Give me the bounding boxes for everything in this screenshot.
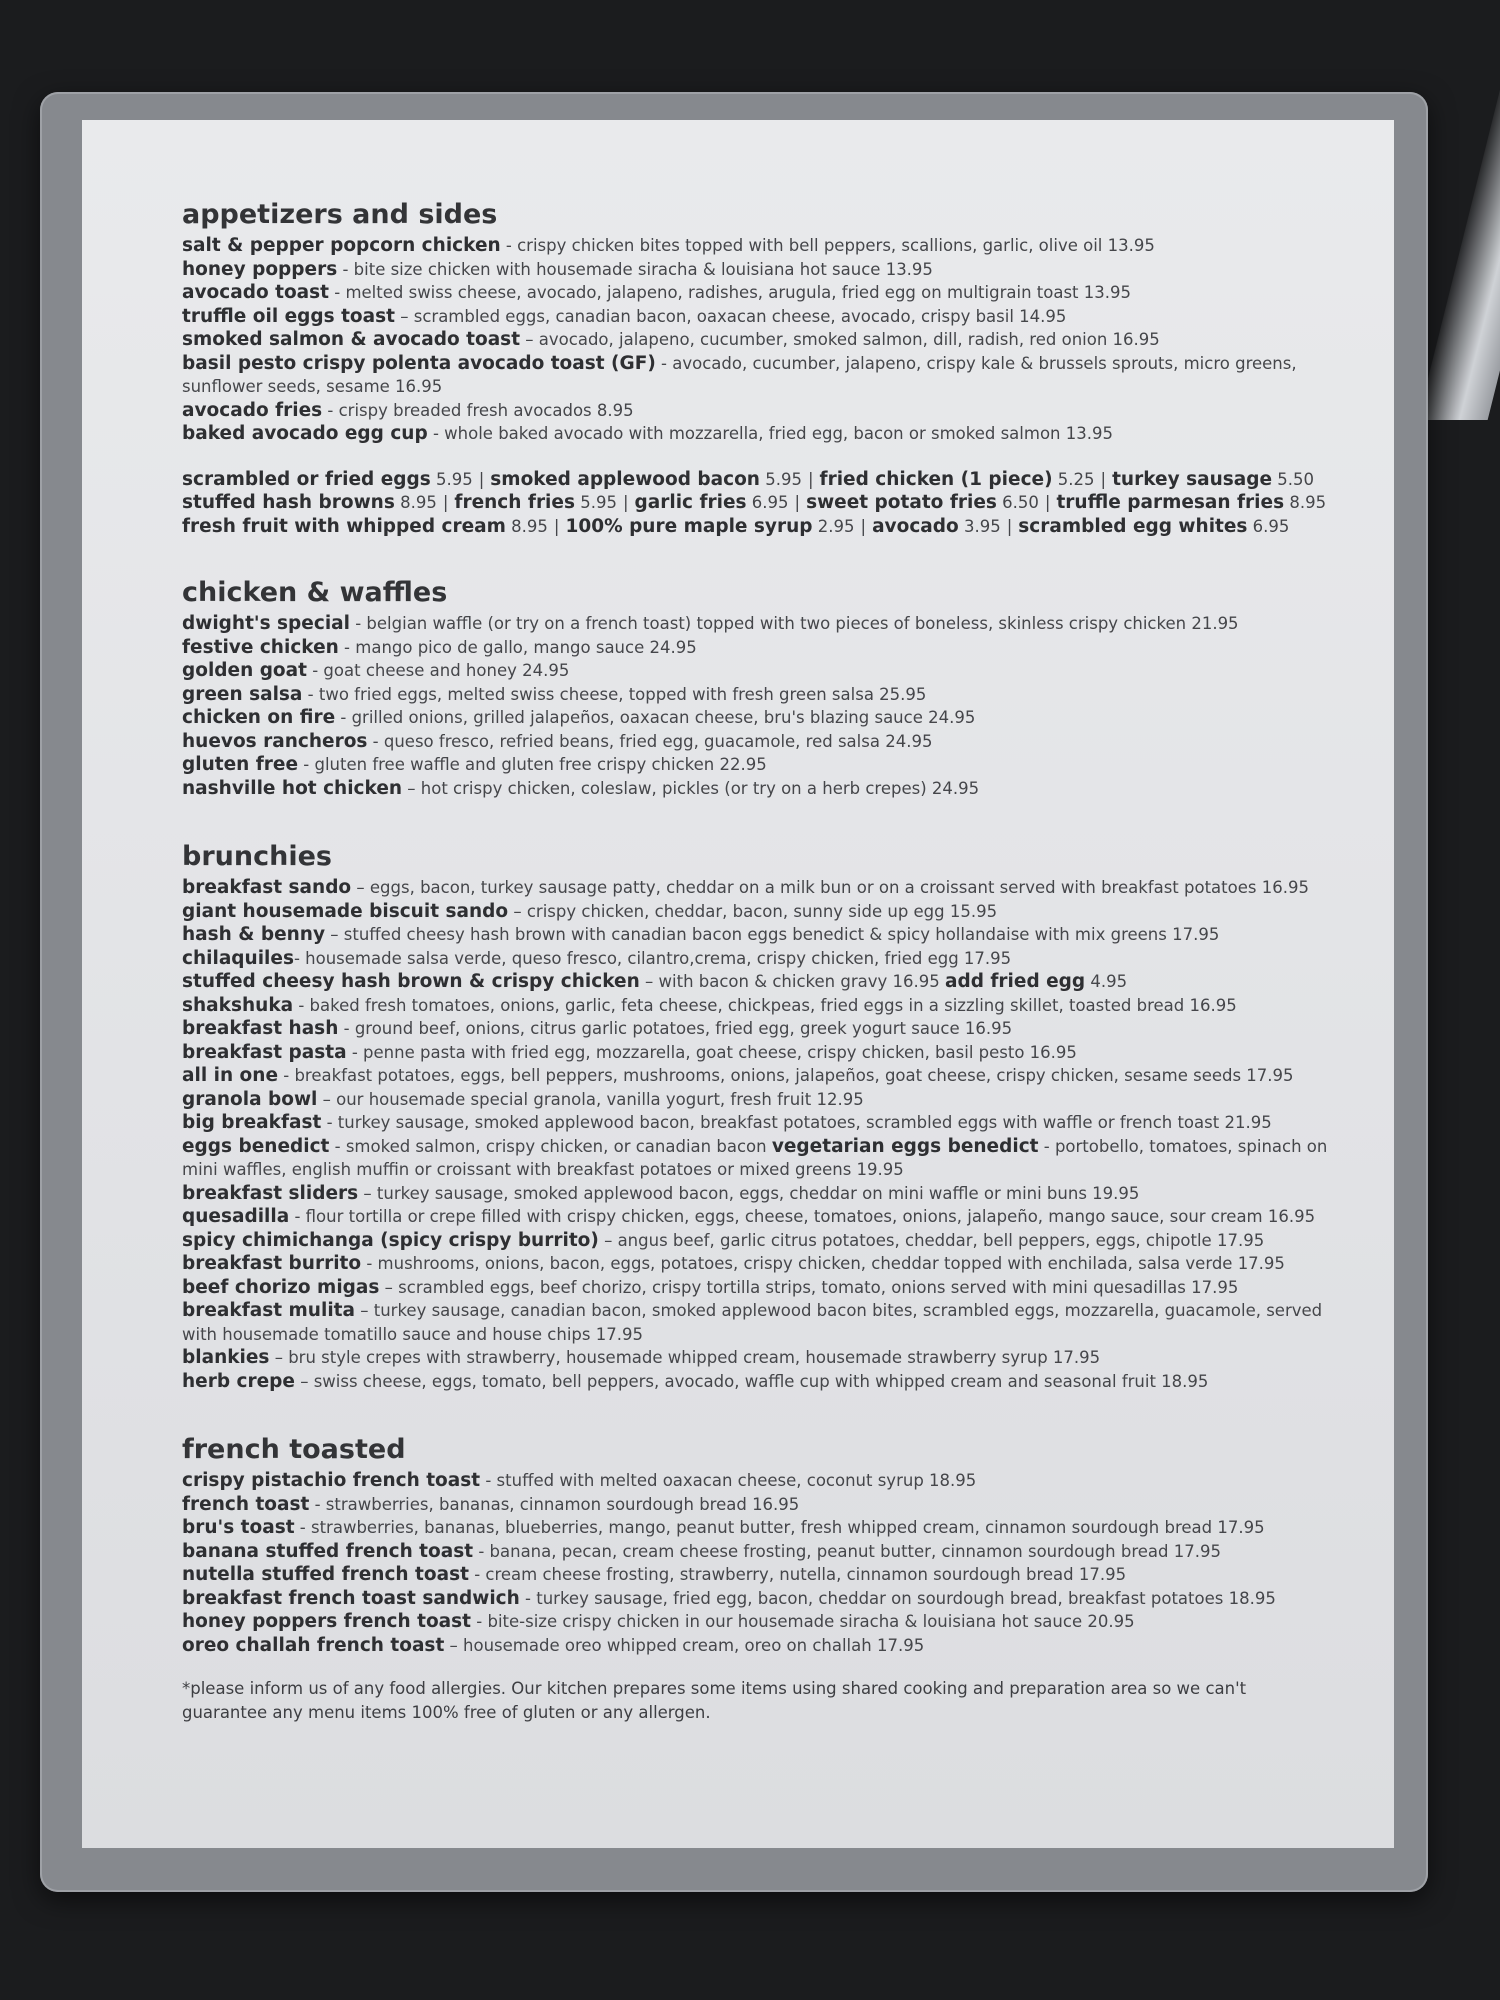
item-desc: – bru style crepes with strawberry, housemade whipped cream, housemade strawberry syrup 17.95 <box>269 1348 1101 1367</box>
item-desc: – with bacon & chicken gravy 16.95 <box>639 972 945 991</box>
item-name: crispy pistachio french toast <box>182 1470 481 1491</box>
side-name: avocado <box>872 515 959 537</box>
item-name: chicken on fire <box>182 707 336 728</box>
item-name: big breakfast <box>182 1112 322 1133</box>
menu-item <box>182 730 1332 754</box>
item-name: festive chicken <box>182 636 339 658</box>
menu-item <box>182 1587 1332 1611</box>
side-price: 5.25 <box>1052 469 1095 489</box>
item-name: breakfast sliders <box>182 1182 359 1204</box>
menu-item <box>182 352 1332 399</box>
item-name: bru's toast <box>182 1517 295 1538</box>
item-name: avocado fries <box>182 399 323 421</box>
menu-item <box>182 1516 1332 1540</box>
section-title: brunchies <box>182 841 332 872</box>
item-desc: – stuffed cheesy hash brown with canadian bacon eggs benedict & spicy hollandaise with mix greens 17.95 <box>325 925 1220 944</box>
chicken-waffles-section <box>182 578 1332 800</box>
side-name: truffle parmesan fries <box>1056 492 1285 513</box>
side-price: 5.95 <box>574 493 617 512</box>
item-desc: – eggs, bacon, turkey sausage patty, cheddar on a milk bun or on a croissant served with breakfast potatoes 16.95 <box>351 878 1309 897</box>
item-desc: - bite size chicken with housemade siracha & louisiana hot sauce 13.95 <box>337 259 933 279</box>
item-desc-extra: - portobello, tomatoes, spinach on mini waffles, english muffin or croissant with breakfast potatoes or mixed greens 19.95 <box>182 1136 1328 1179</box>
item-list <box>182 612 1332 800</box>
item-desc: – crispy chicken, cheddar, bacon, sunny side up egg 15.95 <box>508 901 998 921</box>
menu-item <box>182 1041 1332 1065</box>
item-desc: – turkey sausage, canadian bacon, smoked applewood bacon bites, scrambled eggs, mozzarella, guacamole, served with housemade tomatillo sauce and house chips 17.95 <box>182 1301 1323 1344</box>
menu-item <box>182 659 1332 683</box>
item-name: breakfast sando <box>182 877 352 898</box>
item-name: banana stuffed french toast <box>182 1540 474 1562</box>
side-name: 100% pure maple syrup <box>565 515 813 537</box>
separator: | <box>807 469 814 489</box>
item-name: quesadilla <box>182 1206 290 1227</box>
item-name: oreo challah french toast <box>182 1634 445 1656</box>
menu-item <box>182 234 1332 258</box>
item-desc: - melted swiss cheese, avocado, jalapeno, radishes, arugula, fried egg on multigrain toast 13.95 <box>329 283 1131 302</box>
item-name: green salsa <box>182 683 303 705</box>
menu-item <box>182 876 1332 900</box>
item-desc: – housemade oreo whipped cream, oreo on challah 17.95 <box>444 1635 925 1655</box>
menu-item <box>182 706 1332 730</box>
side-name: sweet potato fries <box>806 492 997 513</box>
item-desc: - crispy chicken bites topped with bell peppers, scallions, garlic, olive oil 13.95 <box>500 236 1155 255</box>
item-name: blankies <box>182 1347 270 1368</box>
item-name: french toast <box>182 1493 310 1515</box>
side-name: fried chicken (1 piece) <box>819 468 1053 490</box>
item-name: breakfast pasta <box>182 1041 347 1063</box>
item-name: chilaquiles <box>182 947 294 969</box>
separator: | <box>553 516 560 536</box>
menu-item <box>182 1634 1332 1658</box>
item-name: breakfast french toast sandwich <box>182 1587 520 1609</box>
item-desc: - flour tortilla or crepe filled with crispy chicken, eggs, cheese, tomatoes, onions, jalapeño, mango sauce, sour cream 16.95 <box>289 1207 1316 1226</box>
menu-item <box>182 1346 1332 1370</box>
side-name: scrambled egg whites <box>1018 515 1248 537</box>
item-desc: – avocado, jalapeno, cucumber, smoked salmon, dill, radish, red onion 16.95 <box>520 330 1160 349</box>
item-desc: - queso fresco, refried beans, fried egg, guacamole, red salsa 24.95 <box>367 731 933 751</box>
menu-item <box>182 1111 1332 1135</box>
menu-item <box>182 612 1332 636</box>
item-desc: - goat cheese and honey 24.95 <box>306 661 570 680</box>
menu-item <box>182 900 1332 924</box>
menu-item <box>182 1370 1332 1394</box>
item-desc: - turkey sausage, fried egg, bacon, cheddar on sourdough bread, breakfast potatoes 18.95 <box>519 1588 1276 1608</box>
table-edge <box>1418 0 1500 420</box>
item-name: breakfast burrito <box>182 1253 362 1274</box>
item-name-extra: vegetarian eggs benedict <box>771 1135 1039 1157</box>
item-name: giant housemade biscuit sando <box>182 900 509 922</box>
item-name: stuffed cheesy hash brown & crispy chicken <box>182 971 640 992</box>
menu-item <box>182 1540 1332 1564</box>
side-price: 6.95 <box>746 493 789 512</box>
item-name: gluten free <box>182 754 299 775</box>
menu-page <box>82 120 1394 1848</box>
appetizers-section <box>182 200 1332 446</box>
item-name: baked avocado egg cup <box>182 423 428 444</box>
item-desc: - strawberries, bananas, cinnamon sourdough bread 16.95 <box>309 1494 800 1514</box>
menu-item <box>182 994 1332 1018</box>
separator: | <box>622 493 629 512</box>
sides-row <box>182 491 1332 515</box>
item-name: breakfast hash <box>182 1018 339 1039</box>
side-price: 5.50 <box>1272 469 1315 489</box>
item-name-extra: add fried egg <box>944 971 1086 992</box>
menu-item <box>182 422 1332 446</box>
menu-item <box>182 1469 1332 1493</box>
section-title: french toasted <box>182 1434 406 1465</box>
french-toasted-section <box>182 1435 1332 1657</box>
item-name: basil pesto crispy polenta avocado toast (GF) <box>182 352 656 374</box>
item-name: smoked salmon & avocado toast <box>182 329 521 350</box>
menu-item <box>182 1610 1332 1634</box>
menu-item <box>182 777 1332 801</box>
item-name: spicy chimichanga (spicy crispy burrito) <box>182 1229 599 1251</box>
item-desc: - banana, pecan, cream cheese frosting, peanut butter, cinnamon sourdough bread 17.95 <box>473 1541 1221 1561</box>
item-name: golden goat <box>182 660 307 681</box>
side-price: 6.95 <box>1247 516 1290 536</box>
item-desc: - penne pasta with fried egg, mozzarella, goat cheese, crispy chicken, basil pesto 16.95 <box>346 1042 1077 1062</box>
item-desc: - grilled onions, grilled jalapeños, oaxacan cheese, bru's blazing sauce 24.95 <box>335 708 976 727</box>
menu-item <box>182 1205 1332 1229</box>
item-desc: - mango pico de gallo, mango sauce 24.95 <box>338 637 697 657</box>
menu-item <box>182 970 1332 994</box>
section-title: appetizers and sides <box>182 199 498 230</box>
item-name: granola bowl <box>182 1088 318 1110</box>
separator: | <box>478 469 485 489</box>
item-name: huevos rancheros <box>182 730 368 752</box>
menu-item <box>182 947 1332 971</box>
side-price: 8.95 <box>1284 493 1327 512</box>
side-name: garlic fries <box>634 492 747 513</box>
menu-item <box>182 1088 1332 1112</box>
item-desc: – swiss cheese, eggs, tomato, bell peppers, avocado, waffle cup with whipped cream and seasonal fruit 18.95 <box>294 1371 1209 1391</box>
item-desc: - smoked salmon, crispy chicken, or canadian bacon <box>329 1136 772 1156</box>
item-list <box>182 1469 1332 1657</box>
separator: | <box>794 493 801 512</box>
item-desc: - strawberries, bananas, blueberries, mango, peanut butter, fresh whipped cream, cinnamon sourdough bread 17.95 <box>294 1518 1265 1537</box>
menu-item <box>182 1299 1332 1346</box>
separator: | <box>1100 469 1107 489</box>
menu-item <box>182 636 1332 660</box>
menu-item <box>182 1563 1332 1587</box>
item-name: eggs benedict <box>182 1135 330 1157</box>
item-desc: - gluten free waffle and gluten free crispy chicken 22.95 <box>298 755 767 774</box>
item-name: shakshuka <box>182 994 294 1016</box>
item-desc: - avocado, cucumber, jalapeno, crispy kale & brussels sprouts, micro greens, sunflower seeds, sesame 16.95 <box>182 353 1297 396</box>
side-name: stuffed hash browns <box>182 492 395 513</box>
item-name: breakfast mulita <box>182 1300 355 1321</box>
side-name: scrambled or fried eggs <box>182 468 431 490</box>
item-name: beef chorizo migas <box>182 1276 380 1298</box>
menu-item <box>182 328 1332 352</box>
item-name: salt & pepper popcorn chicken <box>182 235 501 256</box>
side-name: smoked applewood bacon <box>490 468 760 490</box>
item-desc: - belgian waffle (or try on a french toast) topped with two pieces of boneless, skinless crispy chicken 21.95 <box>349 614 1239 633</box>
side-price: 8.95 <box>505 516 548 536</box>
side-name: fresh fruit with whipped cream <box>182 515 506 537</box>
item-list <box>182 876 1332 1393</box>
sides-row <box>182 515 1332 539</box>
menu-item <box>182 923 1332 947</box>
menu-item <box>182 683 1332 707</box>
item-desc: - baked fresh tomatoes, onions, garlic, feta cheese, chickpeas, fried eggs in a sizzling skillet, toasted bread 16.95 <box>293 995 1237 1015</box>
menu-item <box>182 281 1332 305</box>
side-price: 6.50 <box>996 493 1039 512</box>
item-name: honey poppers <box>182 258 338 280</box>
menu-item <box>182 1135 1332 1182</box>
separator: | <box>1006 516 1013 536</box>
section-title: chicken & waffles <box>182 577 448 608</box>
separator: | <box>442 493 449 512</box>
item-desc: – turkey sausage, smoked applewood bacon, eggs, cheddar on mini waffle or mini buns 19.95 <box>358 1183 1140 1203</box>
separator: | <box>1044 493 1051 512</box>
menu-item <box>182 753 1332 777</box>
side-price: 5.95 <box>430 469 473 489</box>
item-desc: – our housemade special granola, vanilla yogurt, fresh fruit 12.95 <box>317 1089 864 1109</box>
side-price: 8.95 <box>394 493 437 512</box>
menu-item <box>182 1182 1332 1206</box>
menu-item <box>182 399 1332 423</box>
item-name: herb crepe <box>182 1370 295 1392</box>
item-name: avocado toast <box>182 282 329 303</box>
item-desc: - bite-size crispy chicken in our housemade siracha & louisiana hot sauce 20.95 <box>471 1612 1135 1631</box>
menu-item <box>182 1229 1332 1253</box>
side-price: 3.95 <box>958 516 1001 536</box>
menu-item <box>182 1276 1332 1300</box>
menu-item <box>182 1064 1332 1088</box>
item-desc: – angus beef, garlic citrus potatoes, cheddar, bell peppers, eggs, chipotle 17.95 <box>598 1230 1265 1250</box>
item-name: nashville hot chicken <box>182 777 403 799</box>
menu-item <box>182 305 1332 329</box>
item-name: nutella stuffed french toast <box>182 1564 469 1585</box>
side-name: french fries <box>454 492 575 513</box>
item-desc: - cream cheese frosting, strawberry, nutella, cinnamon sourdough bread 17.95 <box>468 1565 1127 1584</box>
sides-row <box>182 468 1332 492</box>
side-price: 5.95 <box>759 469 802 489</box>
item-desc: - stuffed with melted oaxacan cheese, coconut syrup 18.95 <box>480 1471 977 1490</box>
item-desc: - breakfast potatoes, eggs, bell peppers, mushrooms, onions, jalapeños, goat cheese, crispy chicken, sesame seeds 17.95 <box>278 1066 1294 1085</box>
item-desc: - turkey sausage, smoked applewood bacon, breakfast potatoes, scrambled eggs with waffle or french toast 21.95 <box>321 1113 1272 1132</box>
menu-content <box>182 200 1332 1725</box>
menu-item <box>182 258 1332 282</box>
item-desc: – hot crispy chicken, coleslaw, pickles (or try on a herb crepes) 24.95 <box>402 778 980 798</box>
item-name: hash & benny <box>182 924 326 945</box>
item-desc: – scrambled eggs, beef chorizo, crispy tortilla strips, tomato, onions served with mini quesadillas 17.95 <box>379 1277 1239 1297</box>
menu-item <box>182 1493 1332 1517</box>
item-name: honey poppers french toast <box>182 1611 472 1632</box>
sides-list <box>182 468 1332 539</box>
item-list <box>182 234 1332 446</box>
side-name: turkey sausage <box>1112 468 1273 490</box>
menu-item <box>182 1252 1332 1276</box>
allergy-note: *please inform us of any food allergies. Our kitchen prepares some items using shared cooking and preparation area so we can't guarantee any menu items 100% free of gluten or any allergen. <box>182 1679 1247 1722</box>
item-desc: - two fried eggs, melted swiss cheese, topped with fresh green salsa 25.95 <box>302 684 927 704</box>
item-desc: - ground beef, onions, citrus garlic potatoes, fried egg, greek yogurt sauce 16.95 <box>338 1019 1013 1038</box>
item-name: truffle oil eggs toast <box>182 305 395 327</box>
item-desc: - crispy breaded fresh avocados 8.95 <box>322 400 634 420</box>
side-price: 2.95 <box>812 516 855 536</box>
brunchies-section <box>182 842 1332 1393</box>
separator: | <box>860 516 867 536</box>
menu-item <box>182 1017 1332 1041</box>
item-desc: - housemade salsa verde, queso fresco, cilantro,crema, crispy chicken, fried egg 17.95 <box>293 948 1012 968</box>
item-name: dwight's special <box>182 613 350 634</box>
item-desc: – scrambled eggs, canadian bacon, oaxacan cheese, avocado, crispy basil 14.95 <box>395 306 1067 326</box>
item-name: all in one <box>182 1065 278 1086</box>
item-desc-extra: 4.95 <box>1085 972 1128 991</box>
item-desc: - whole baked avocado with mozzarella, fried egg, bacon or smoked salmon 13.95 <box>427 424 1113 443</box>
item-desc: - mushrooms, onions, bacon, eggs, potatoes, crispy chicken, cheddar topped with enchilada, salsa verde 17.95 <box>361 1254 1285 1273</box>
